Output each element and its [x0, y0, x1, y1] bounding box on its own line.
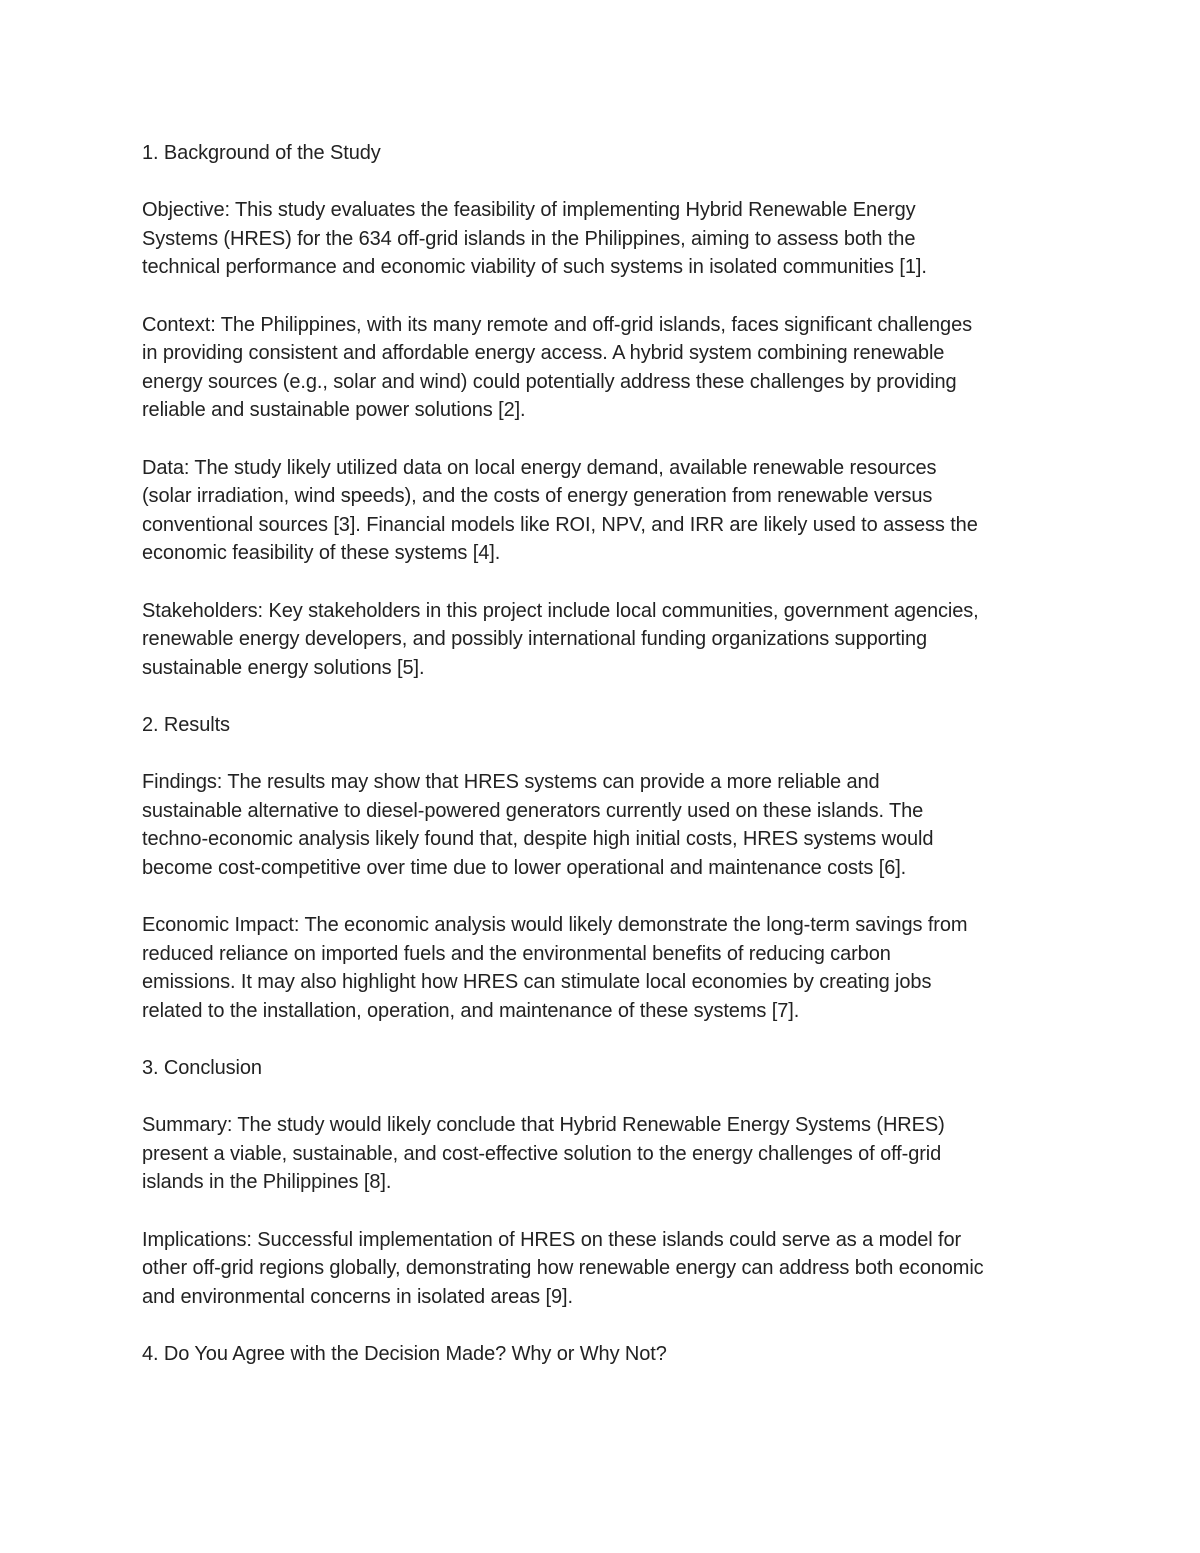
section-1-heading: 1. Background of the Study	[142, 142, 381, 164]
economic-impact-paragraph: Economic Impact: The economic analysis would likely demonstrate the long-term savings from reduced reliance on imported fuels and the environmental benefits of reducing carbon emissions. It may also highlight how HRES can stimulate local economies by creating jobs related to the installation, operation, and maintenance of these systems [7].	[142, 914, 968, 1022]
implications-paragraph: Implications: Successful implementation of HRES on these islands could serve as a model for other off-grid regions globally, demonstrating how renewable energy can address both economic and environmental concerns in isolated areas [9].	[142, 1228, 984, 1308]
document-page	[142, 139, 1072, 1369]
section-4-heading: 4. Do You Agree with the Decision Made? Why or Why Not?	[142, 1342, 667, 1365]
section-3-heading: 3. Conclusion	[142, 1057, 262, 1079]
findings-paragraph: Findings: The results may show that HRES systems can provide a more reliable and sustainable alternative to diesel-powered generators currently used on these islands. The techno-economic analysis likely found that, despite high initial costs, HRES systems would become cost-competitive over time due to lower operational and maintenance costs [6].	[142, 771, 934, 879]
data-paragraph: Data: The study likely utilized data on local energy demand, available renewable resources (solar irradiation, wind speeds), and the costs of energy generation from renewable versus conventional sources [3]. Financial models like ROI, NPV, and IRR are likely used to assess the economic feasibility of these systems [4].	[142, 456, 978, 565]
section-2-heading: 2. Results	[142, 713, 230, 736]
stakeholders-paragraph: Stakeholders: Key stakeholders in this project include local communities, government agencies, renewable energy developers, and possibly international funding organizations supporting sustainable energy solutions [5].	[142, 599, 979, 679]
summary-paragraph: Summary: The study would likely conclude that Hybrid Renewable Energy Systems (HRES) present a viable, sustainable, and cost-effective solution to the energy challenges of off-grid islands in the Philippines [8].	[142, 1114, 945, 1194]
context-paragraph: Context: The Philippines, with its many remote and off-grid islands, faces significant challenges in providing consistent and affordable energy access. A hybrid system combining renewable energy sources (e.g., solar and wind) could potentially address these challenges by providing reliable and sustainable power solutions [2].	[142, 313, 972, 422]
objective-paragraph: Objective: This study evaluates the feasibility of implementing Hybrid Renewable Energy Systems (HRES) for the 634 off-grid islands in the Philippines, aiming to assess both the technical performance and economic viability of such systems in isolated communities [1].	[142, 199, 927, 279]
